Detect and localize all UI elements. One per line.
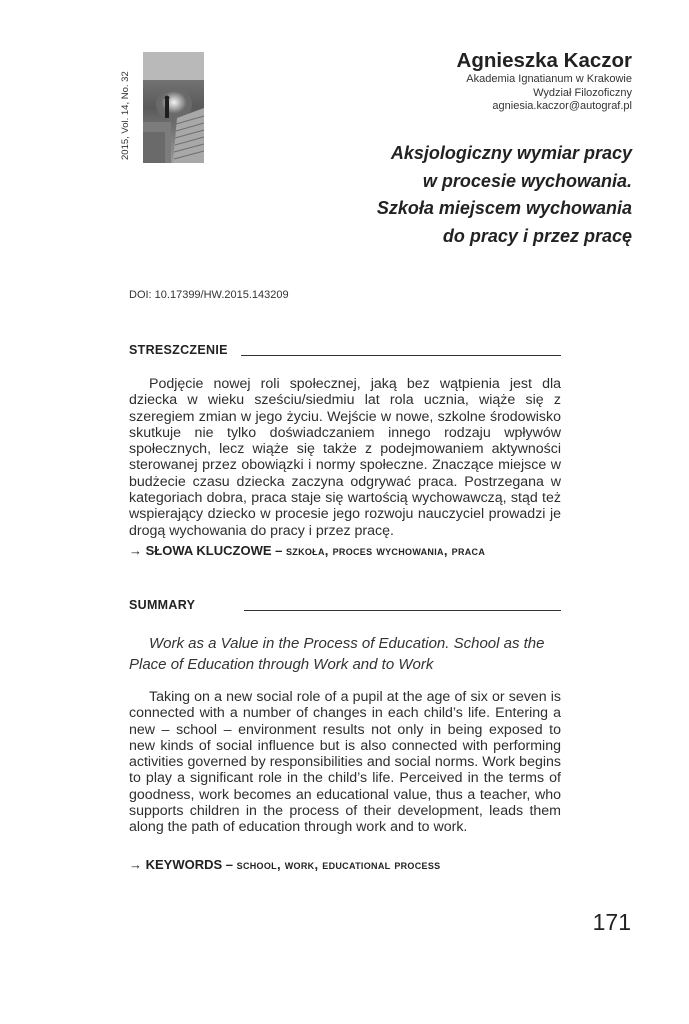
streszczenie-keywords [129,543,485,558]
author-email[interactable]: agniesia.kaczor@autograf.pl [492,100,632,112]
article-title [377,140,632,250]
article-title-line: do pracy i przez pracę [442,225,632,246]
author-block [457,49,632,114]
section-rule [241,355,561,356]
page-number: 171 [592,909,631,935]
author-affiliation-faculty: Wydział Filozoficzny [533,86,632,99]
summary-title [129,633,561,675]
keywords-values: school, work, educational process [236,857,441,872]
cover-illustration [143,52,204,163]
keywords-values: szkoła, proces wychowania, praca [285,543,486,558]
article-title-line: Aksjologiczny wymiar pracy [390,143,632,163]
summary-title-text: Work as a Value in the Process of Education. School as the Place of Education through Work and to Work [129,635,545,673]
keywords-label: → KEYWORDS – [129,857,234,872]
author-name: Agnieszka Kaczor [456,49,632,72]
summary-body [129,689,561,836]
streszczenie-heading [129,343,561,359]
streszczenie-body [129,376,561,539]
streszczenie-heading-label: STRESZCZENIE [129,343,228,357]
journal-volume-info: 2015, Vol. 14, No. 32 [120,71,131,160]
summary-keywords [129,857,440,872]
summary-body-text: Taking on a new social role of a pupil at the age of six or seven is connected with a number of changes in each child’s life. Entering a new – school – environment results not only in being exposed to new kinds of social influence but is also connected with performing activities governed by responsibilities and social norms. Work begins to play a significant role in the child’s life. Perceived in the terms of goodness, work becomes an educational value, thus a teacher, who supports children in the process of their development, leads them along the path of education through work and to work. [129,689,561,836]
article-title-line: Szkoła miejscem wychowania [376,198,632,218]
doi[interactable]: DOI: 10.17399/HW.2015.143209 [129,289,289,301]
streszczenie-body-text: Podjęcie nowej roli społecznej, jaką bez wątpienia jest dla dziecka w wieku sześciu/siedmiu lat rola ucznia, wiąże się z szeregiem zmian w jego życiu. Wejście w nowe, szkolne środowisko skutkuje nie tylko doświadczaniem innego rodzaju wpływów społecznych, lecz wiąże się także z podejmowaniem aktywności sterowanej przez obowiązki i normy społeczne. Znaczące miejsce w budżecie czasu dziecka zaczyna odgrywać praca. Postrzegana w kategoriach dobra, praca staje się wartością wychowawczą, stąd też wspierający dziecko w procesie jego rozwoju nauczyciel prowadzi je drogą wychowania do pracy i przez pracę. [129,376,561,539]
section-rule [244,610,561,611]
article-title-line: w procesie wychowania. [422,170,632,191]
summary-heading [129,598,561,614]
author-affiliation-university: Akademia Ignatianum w Krakowie [466,73,632,85]
journal-cover-image [143,52,204,163]
summary-heading-label: SUMMARY [129,598,196,612]
keywords-label: → SŁOWA KLUCZOWE – [129,543,283,558]
